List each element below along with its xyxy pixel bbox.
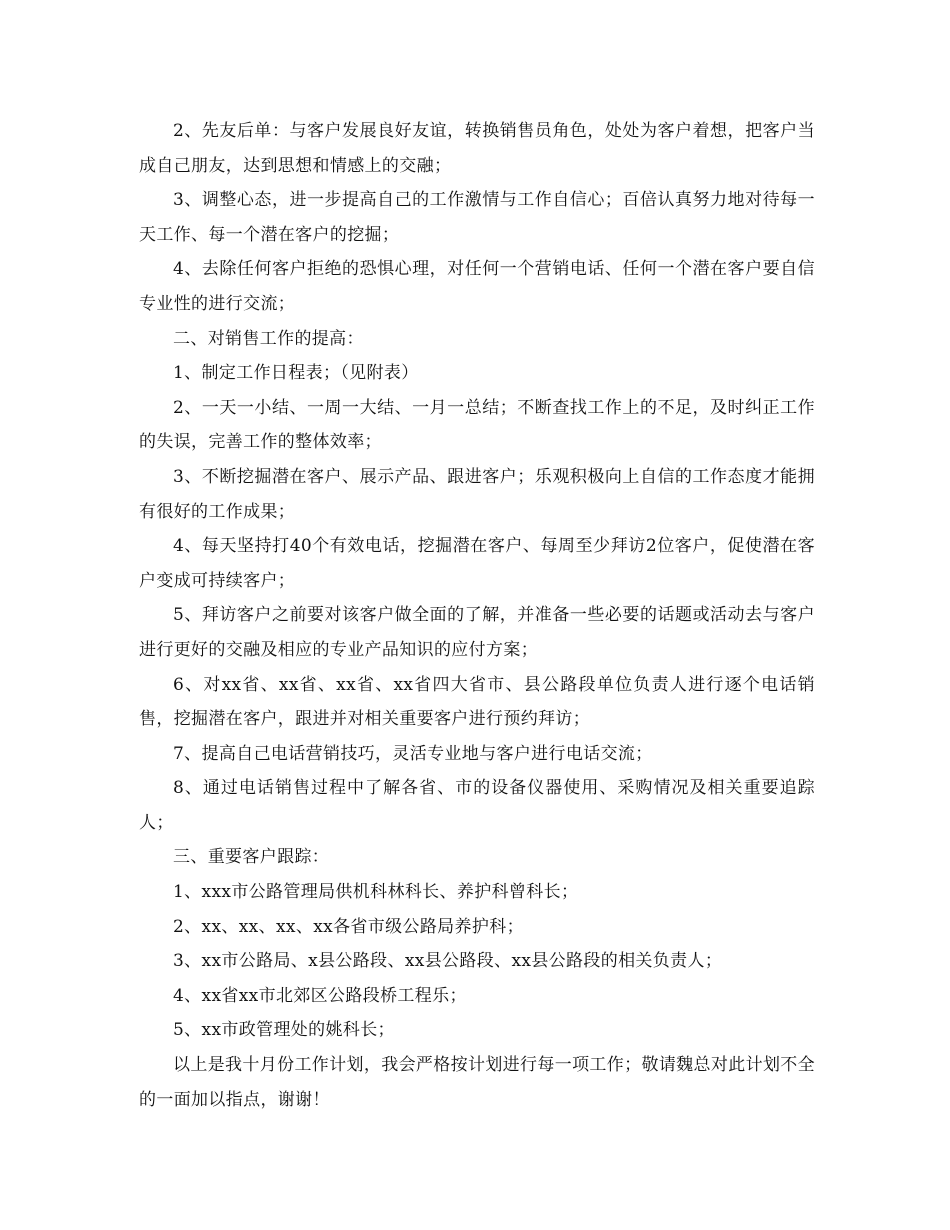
client-item: 5、xx市政管理处的姚科长； xyxy=(173,1020,395,1041)
paragraph-remove-fear: 4、去除任何客户拒绝的恐惧心理，对任何一个营销电话、任何一个潜在客户要自信专业性的进行交流； xyxy=(139,259,815,314)
document-body xyxy=(139,114,815,1117)
section-heading-sales-improvement: 二、对销售工作的提高： xyxy=(173,328,364,349)
paragraph-daily-calls: 4、每天坚持打40个有效电话，挖掘潜在客户、每周至少拜访2位客户，促使潜在客户变成可持续客户； xyxy=(139,536,815,591)
paragraph-phone-skills: 7、提高自己电话营销技巧，灵活专业地与客户进行电话交流； xyxy=(173,743,653,764)
paragraph-schedule: 1、制定工作日程表；（见附表） xyxy=(173,363,419,384)
paragraph-closing: 以上是我十月份工作计划，我会严格按计划进行每一项工作；敬请魏总对此计划不全的一面加以指点，谢谢！ xyxy=(139,1055,815,1110)
client-item: 2、xx、xx、xx、xx各省市级公路局养护科； xyxy=(173,916,524,937)
client-item: 4、xx省xx市北郊区公路段桥工程乐； xyxy=(173,985,467,1006)
paragraph-prospecting: 3、不断挖掘潜在客户、展示产品、跟进客户；乐观积极向上自信的工作态度才能拥有很好的工作成果； xyxy=(139,466,815,522)
section-heading-key-clients: 三、重要客户跟踪： xyxy=(173,847,330,868)
paragraph-adjust-mindset: 3、调整心态，进一步提高自己的工作激情与工作自信心；百倍认真努力地对待每一天工作、每一个潜在客户的挖掘； xyxy=(139,190,815,245)
paragraph-friend-first: 2、先友后单：与客户发展良好友谊，转换销售员角色，处处为客户着想，把客户当成自己朋友，达到思想和情感上的交融； xyxy=(139,121,815,176)
paragraph-summaries: 2、一天一小结、一周一大结、一月一总结；不断查找工作上的不足，及时纠正工作的失误，完善工作的整体效率； xyxy=(139,397,815,453)
client-item: 3、xx市公路局、x县公路段、xx县公路段、xx县公路段的相关负责人； xyxy=(173,951,723,972)
paragraph-market-info: 8、通过电话销售过程中了解各省、市的设备仪器使用、采购情况及相关重要追踪人； xyxy=(139,778,815,833)
client-item: 1、xxx市公路管理局供机科林科长、养护科曾科长； xyxy=(173,882,579,903)
paragraph-visit-prep: 5、拜访客户之前要对该客户做全面的了解，并准备一些必要的话题或活动去与客户进行更好的交融及相应的专业产品知识的应付方案； xyxy=(139,605,815,660)
paragraph-phone-sales: 6、对xx省、xx省、xx省、xx省四大省市、县公路段单位负责人进行逐个电话销售，挖掘潜在客户，跟进并对相关重要客户进行预约拜访； xyxy=(139,674,815,730)
